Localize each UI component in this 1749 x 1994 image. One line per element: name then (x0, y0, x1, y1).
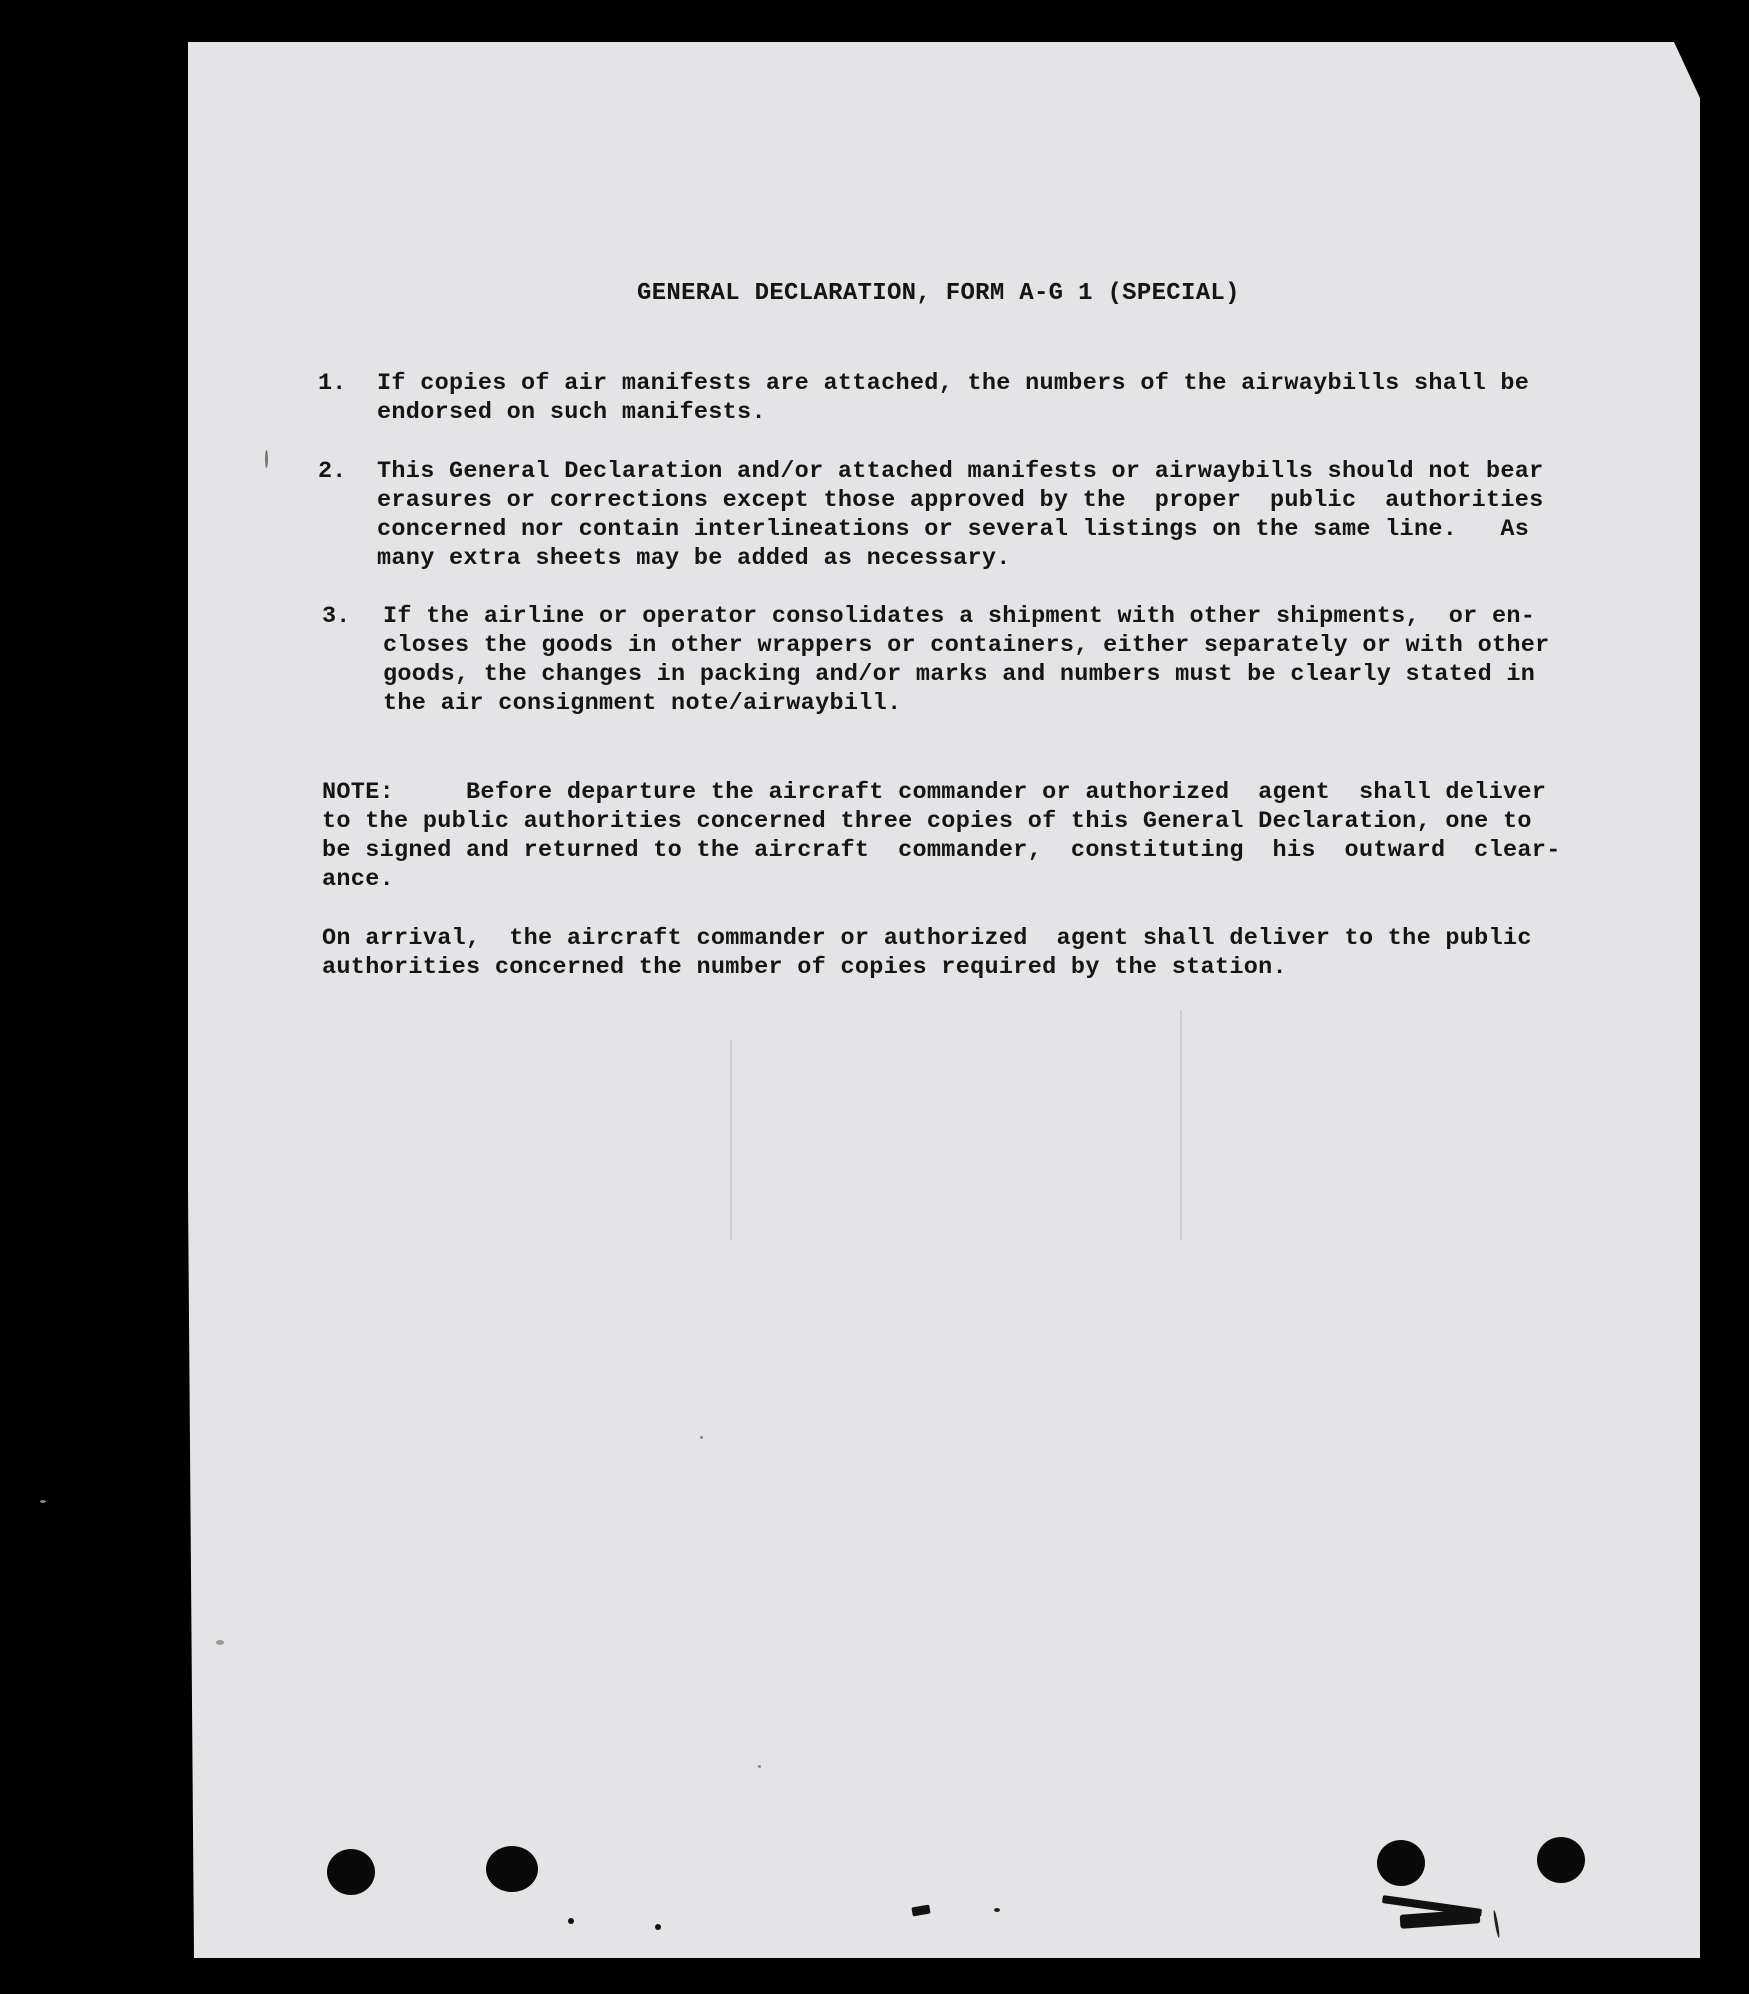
item-number: 1. (318, 370, 347, 397)
item-2-line-1: This General Declaration and/or attached manifests or airwaybills should not bear (377, 458, 1544, 485)
paper-sheet (188, 42, 1700, 1958)
item-3-line-2: closes the goods in other wrappers or containers, either separately or with other (383, 632, 1550, 659)
note-line-3: be signed and returned to the aircraft commander, constituting his outward clear- (322, 837, 1561, 864)
document-title: GENERAL DECLARATION, FORM A-G 1 (SPECIAL) (637, 280, 1240, 307)
item-number: 2. (318, 458, 347, 485)
punch-hole (327, 1849, 375, 1895)
speck-mark (700, 1436, 703, 1439)
item-2-line-3: concerned nor contain interlineations or several listings on the same line. As (377, 516, 1530, 543)
note-line-2: to the public authorities concerned three copies of this General Declaration, one to (322, 808, 1532, 835)
arrival-line-2: authorities concerned the number of copies required by the station. (322, 954, 1287, 981)
item-number: 3. (322, 603, 351, 630)
speck-mark (655, 1924, 661, 1930)
speck-mark (758, 1765, 761, 1768)
note-line-4: ance. (322, 866, 395, 893)
punch-hole (1377, 1840, 1425, 1886)
item-3-line-1: If the airline or operator consolidates a shipment with other shipments, or en- (383, 603, 1536, 630)
item-1-line-1: If copies of air manifests are attached, the numbers of the airwaybills shall be (377, 370, 1530, 397)
item-3-line-3: goods, the changes in packing and/or marks and numbers must be clearly stated in (383, 661, 1536, 688)
item-1-line-2: endorsed on such manifests. (377, 399, 766, 426)
punch-hole (1537, 1837, 1585, 1883)
show-through-mark (730, 1040, 732, 1240)
item-2-line-4: many extra sheets may be added as necessary. (377, 545, 1011, 572)
speck-mark (265, 450, 268, 468)
arrival-line-1: On arrival, the aircraft commander or authorized agent shall deliver to the public (322, 925, 1532, 952)
speck-mark (568, 1918, 574, 1924)
speck-mark (216, 1640, 224, 1645)
show-through-mark (1180, 1010, 1182, 1240)
item-3-line-4: the air consignment note/airwaybill. (383, 690, 902, 717)
punch-hole (486, 1846, 538, 1892)
speck-mark (40, 1500, 46, 1503)
note-line-1: NOTE: Before departure the aircraft commander or authorized agent shall deliver (322, 779, 1547, 806)
item-2-line-2: erasures or corrections except those approved by the proper public authorities (377, 487, 1544, 514)
speck-mark (994, 1908, 1000, 1912)
